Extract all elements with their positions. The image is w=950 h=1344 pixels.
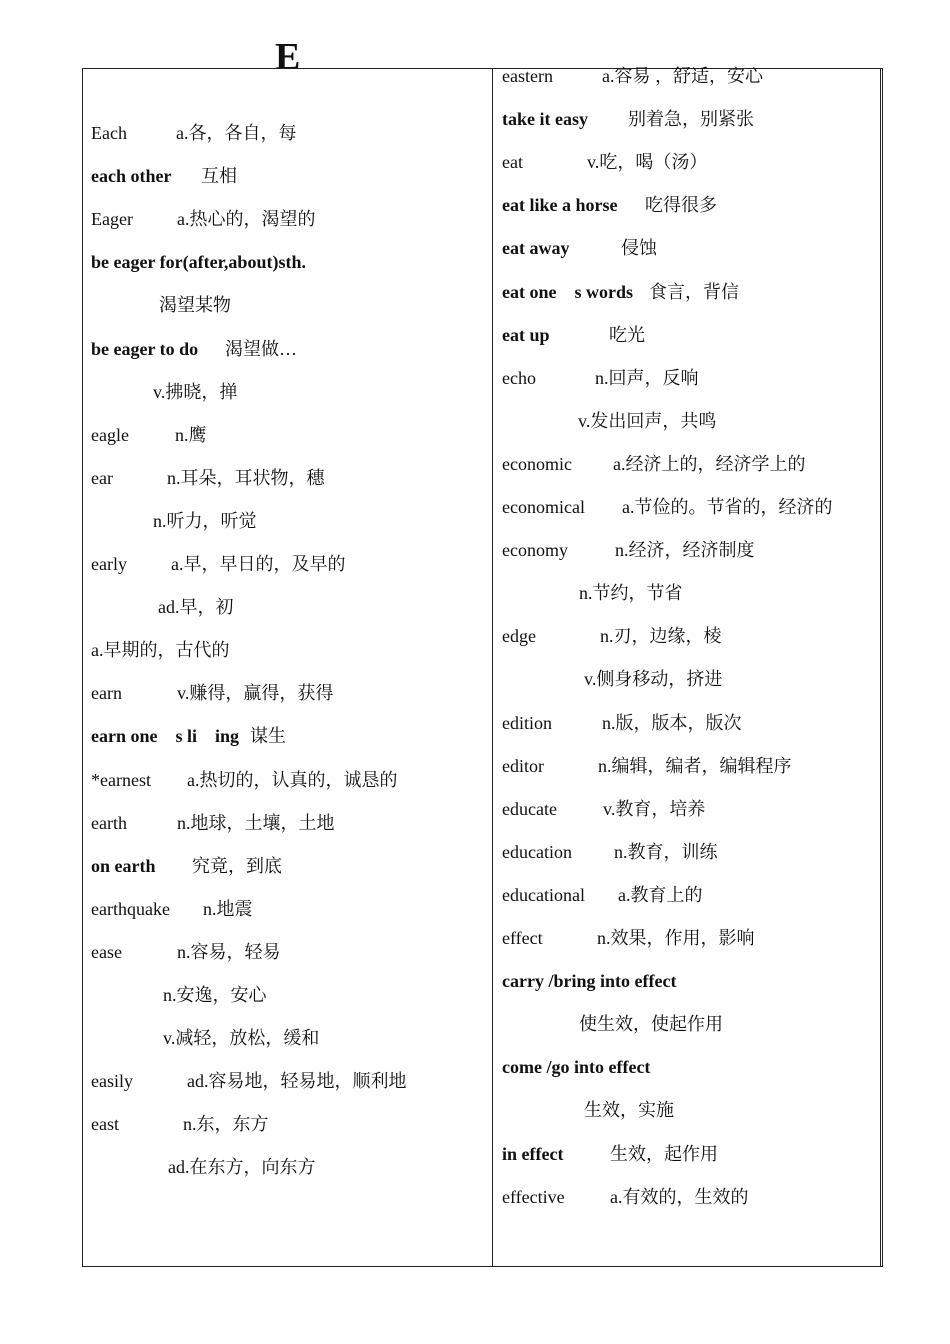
entry-word: educational xyxy=(502,884,585,905)
entry-definition: v.发出回声，共鸣 xyxy=(578,410,717,431)
entry-word: Each xyxy=(91,123,127,143)
entry-word: easily xyxy=(91,1071,133,1092)
entry-definition: a.早，早日的，及早的 xyxy=(171,554,346,574)
entry-word: economic xyxy=(502,453,572,474)
entry-word: eat one s words xyxy=(502,281,633,302)
entry-definition: v.赚得，赢得，获得 xyxy=(177,683,334,704)
entry-word: in effect xyxy=(502,1143,564,1164)
entry-definition: 吃光 xyxy=(609,324,645,345)
entry-definition: v.教育，培养 xyxy=(603,798,706,819)
entry-definition: a.教育上的 xyxy=(618,884,703,905)
entry-definition: 食言，背信 xyxy=(649,281,739,302)
entry-definition: a.经济上的，经济学上的 xyxy=(613,453,806,474)
entry-word: eat like a horse xyxy=(502,195,618,216)
entry-word: earth xyxy=(91,812,127,833)
entry-word: eat xyxy=(502,152,523,173)
entry-definition: n.经济，经济制度 xyxy=(615,540,755,561)
entry-definition: n.刃，边缘，棱 xyxy=(600,626,722,647)
entry-word: education xyxy=(502,841,572,862)
entry-word: editor xyxy=(502,755,544,776)
entry-word: Eager xyxy=(91,209,133,230)
entry-word: effective xyxy=(502,1186,565,1207)
entry-definition: a.各，各自，每 xyxy=(176,123,297,143)
entry-definition: a.早期的，古代的 xyxy=(91,640,230,661)
entry-definition: a.热切的，认真的，诚恳的 xyxy=(187,769,398,790)
entry-definition: a.有效的，生效的 xyxy=(610,1186,749,1207)
entry-definition: n.鹰 xyxy=(175,424,207,445)
entry-definition: n.安逸，安心 xyxy=(163,985,267,1005)
entry-word: echo xyxy=(502,367,536,388)
entry-definition: 别着急，别紧张 xyxy=(628,109,754,130)
entry-definition: ad.在东方，向东方 xyxy=(168,1157,316,1178)
entry-word: each other xyxy=(91,166,172,187)
entry-definition: 互相 xyxy=(201,166,237,187)
entry-word: eat away xyxy=(502,238,570,259)
entry-definition: v.减轻，放松，缓和 xyxy=(163,1028,320,1049)
entry-definition: a.热心的，渴望的 xyxy=(177,209,316,230)
entry-definition: v.吃，喝（汤） xyxy=(587,152,708,173)
entry-definition: a.容易 ，舒适，安心 xyxy=(602,66,763,86)
entry-definition: n.容易，轻易 xyxy=(177,941,281,962)
entry-word: economy xyxy=(502,540,568,561)
entry-definition: 生效，起作用 xyxy=(610,1143,718,1164)
entry-definition: n.效果，作用，影响 xyxy=(597,928,755,948)
entry-word: earthquake xyxy=(91,898,170,919)
entry-definition: 使生效，使起作用 xyxy=(579,1014,723,1035)
entry-word: on earth xyxy=(91,855,156,876)
entry-definition: 究竟，到底 xyxy=(192,855,282,876)
entry-definition: n.听力，听觉 xyxy=(153,510,257,531)
entry-word: economical xyxy=(502,497,585,517)
entry-word: *earnest xyxy=(91,769,151,790)
entry-definition: n.地球，土壤，土地 xyxy=(177,812,335,833)
section-letter: E xyxy=(275,36,301,78)
entry-definition: v.拂晓，掸 xyxy=(153,381,238,402)
entry-word: effect xyxy=(502,928,543,948)
entry-word: take it easy xyxy=(502,109,588,130)
entry-definition: n.东，东方 xyxy=(183,1114,269,1135)
entry-word: edge xyxy=(502,626,536,647)
entry-word: come /go into effect xyxy=(502,1057,651,1078)
entry-definition: 吃得很多 xyxy=(645,195,717,216)
entry-word: earn one s li ing xyxy=(91,726,240,747)
entry-word: ease xyxy=(91,941,122,962)
entry-definition: 生效，实施 xyxy=(584,1100,674,1121)
entry-definition: 谋生 xyxy=(250,726,286,747)
entry-word: be eager to do xyxy=(91,338,199,359)
entry-definition: v.侧身移动，挤进 xyxy=(584,669,723,690)
entry-definition: n.教育，训练 xyxy=(614,841,718,862)
entry-word: eagle xyxy=(91,424,129,445)
entry-definition: ad.早，初 xyxy=(158,597,234,618)
entry-definition: n.回声，反响 xyxy=(595,367,699,388)
entry-definition: n.地震 xyxy=(203,898,253,919)
entry-definition: a.节俭的。节省的，经济的 xyxy=(622,497,833,517)
entry-definition: 侵蚀 xyxy=(621,238,657,259)
entry-word: east xyxy=(91,1114,119,1135)
entry-definition: 渴望做… xyxy=(225,338,297,359)
entry-definition: n.耳朵，耳状物，穗 xyxy=(167,467,325,488)
entry-word: earn xyxy=(91,683,122,704)
entry-definition: 渴望某物 xyxy=(159,295,231,316)
entry-word: early xyxy=(91,554,127,574)
entry-definition: ad.容易地，轻易地，顺利地 xyxy=(187,1071,407,1092)
entry-definition: n.节约，节省 xyxy=(579,583,683,604)
entry-word: educate xyxy=(502,798,557,819)
entry-definition: n.版，版本，版次 xyxy=(602,712,742,733)
entry-word: carry /bring into effect xyxy=(502,971,677,992)
table-right-edge xyxy=(880,68,881,1267)
entry-word: edition xyxy=(502,712,552,733)
column-divider xyxy=(492,68,493,1267)
entry-word: be eager for(after,about)sth. xyxy=(91,252,306,273)
entry-word: eastern xyxy=(502,66,553,86)
entry-definition: n.编辑，编者，编辑程序 xyxy=(598,755,792,776)
entry-word: eat up xyxy=(502,324,550,345)
entry-word: ear xyxy=(91,467,113,488)
